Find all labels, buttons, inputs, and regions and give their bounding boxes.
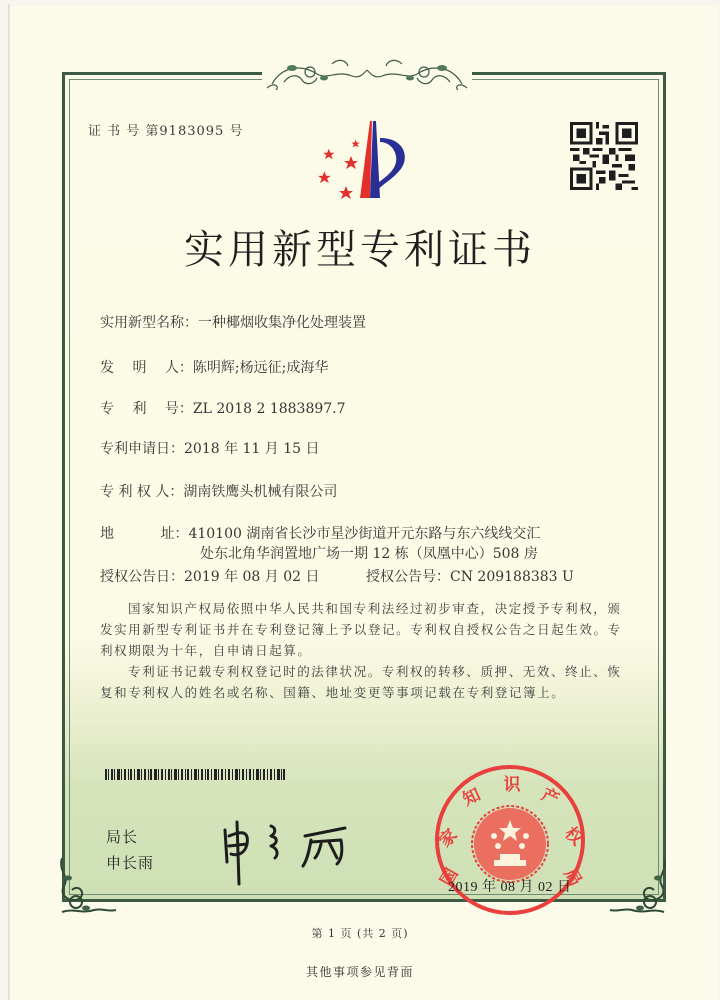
svg-text:识: 识 <box>503 775 521 795</box>
certificate-title: 实用新型专利证书 <box>184 227 536 273</box>
field-utility-model-name <box>100 312 366 332</box>
svg-text:国: 国 <box>436 865 463 890</box>
field-grant-number <box>366 566 574 586</box>
field-inventors <box>100 357 328 377</box>
svg-text:产: 产 <box>538 784 563 811</box>
page-indicator: 第 1 页 (共 2 页) <box>311 927 409 940</box>
field-label: 授权公告号： <box>366 569 450 585</box>
field-label: 地 址： <box>100 526 189 542</box>
field-value: 处东北角华润置地广场一期 12 栋（凤凰中心）508 房 <box>200 546 538 562</box>
barcode-icon <box>105 769 285 780</box>
field-value: 2019 年 08 月 02 日 <box>184 569 320 585</box>
field-grant-date <box>100 566 320 586</box>
seal-date: 2019 年 08 月 02 日 <box>448 880 572 895</box>
field-value: CN 209188383 U <box>450 569 574 585</box>
field-label: 发 明 人： <box>100 360 193 376</box>
director-name: 申长雨 <box>106 854 155 872</box>
field-label: 专 利 权 人： <box>100 484 184 500</box>
body-text <box>100 598 630 703</box>
certificate-number <box>88 120 243 139</box>
field-filing-date <box>100 438 320 458</box>
field-label: 专利申请日： <box>100 441 184 457</box>
floral-ornament-top-icon <box>262 56 472 90</box>
field-label: 实用新型名称： <box>100 315 198 331</box>
certificate-number-suffix: 号 <box>229 124 244 139</box>
certificate-number-label: 证 书 号 第 <box>88 124 160 139</box>
field-value: 2018 年 11 月 15 日 <box>184 441 320 457</box>
field-value: 湖南铁鹰头机械有限公司 <box>183 484 338 500</box>
body-paragraph-1: 国家知识产权局依照中华人民共和国专利法经过初步审查，决定授予专利权，颁发实用新型专利证书并在专利登记簿上予以登记。专利权自授权公告之日起生效。专利权期限为十年，自申请日起算。 <box>100 601 622 658</box>
floral-ornament-bottom-right-icon <box>610 858 670 918</box>
svg-text:知: 知 <box>459 784 484 811</box>
field-patentee <box>100 481 337 501</box>
body-paragraph-2: 专利证书记载专利权登记时的法律状况。专利权的转移、质押、无效、终止、恢复和专利权人的姓名或名称、国籍、地址变更等事项记载在专利登记簿上。 <box>100 664 622 700</box>
field-value: 一种椰烟收集净化处理装置 <box>198 315 366 331</box>
footer-note: 其他事项参见背面 <box>305 965 414 979</box>
director-signature-icon <box>215 818 365 888</box>
svg-text:权: 权 <box>560 823 587 850</box>
cnipa-logo-icon <box>310 118 420 203</box>
svg-text:局: 局 <box>559 865 586 890</box>
field-address <box>100 523 540 543</box>
field-value: 410100 湖南省长沙市星沙街道开元东路与东六线线交汇 <box>188 526 541 542</box>
svg-text:家: 家 <box>435 825 462 852</box>
field-value: 陈明辉;杨远征;成海华 <box>192 360 329 376</box>
field-value: ZL 2018 2 1883897.7 <box>192 401 346 417</box>
director-title: 局长 <box>106 828 139 846</box>
qr-code-icon[interactable] <box>570 122 638 190</box>
certificate-number-value: 9183095 <box>159 124 225 139</box>
field-label: 授权公告日： <box>100 569 184 585</box>
field-label: 专 利 号： <box>100 401 193 417</box>
field-patent-number <box>100 398 346 418</box>
field-address-line2 <box>200 543 538 563</box>
